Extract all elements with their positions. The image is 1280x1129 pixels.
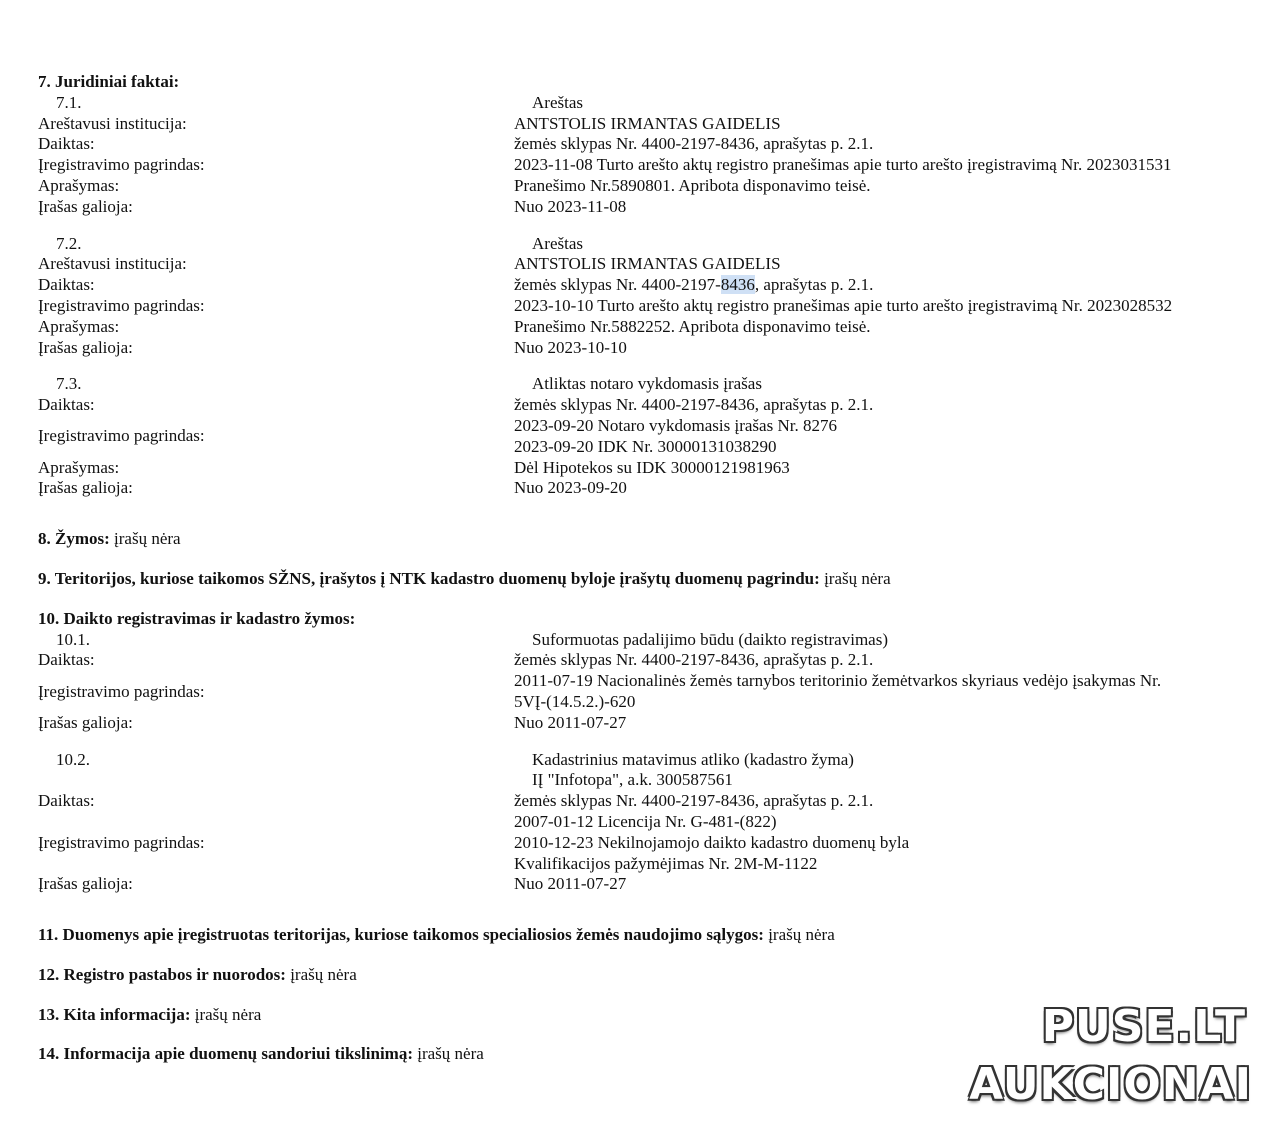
section-12-title bbox=[38, 965, 1253, 986]
field-value: Nuo 2023-11-08 bbox=[514, 196, 627, 216]
watermark-line-2: AUKCIONAI bbox=[969, 1059, 1252, 1110]
field-label: Daiktas: bbox=[38, 275, 95, 295]
field-label: Areštavusi institucija: bbox=[38, 254, 187, 274]
field-label: Daiktas: bbox=[38, 791, 95, 811]
entry-10-1 bbox=[38, 630, 1253, 734]
heading-text: 13. Kita informacija: bbox=[38, 1004, 191, 1024]
text-part: žemės sklypas Nr. 4400-2197- bbox=[514, 275, 721, 295]
heading-status: įrašų nėra bbox=[819, 568, 891, 588]
entry-10-2 bbox=[38, 750, 1253, 896]
field-value bbox=[514, 671, 1253, 713]
field-label: Areštavusi institucija: bbox=[38, 113, 187, 133]
entry-7-1 bbox=[38, 93, 1253, 218]
field-label: Aprašymas: bbox=[38, 316, 120, 336]
entry-number: 7.1. bbox=[56, 92, 82, 112]
entry-7-3 bbox=[38, 374, 1253, 499]
field-label: Įrašas galioja: bbox=[38, 478, 133, 498]
entry-number: 7.3. bbox=[56, 374, 82, 394]
field-value: ANTSTOLIS IRMANTAS GAIDELIS bbox=[514, 254, 781, 274]
entry-number: 10.1. bbox=[56, 629, 90, 649]
field-value: ANTSTOLIS IRMANTAS GAIDELIS bbox=[514, 113, 781, 133]
field-label: Daiktas: bbox=[38, 650, 95, 670]
field-value: Dėl Hipotekos su IDK 30000121981963 bbox=[514, 457, 790, 477]
field-value: 2023-10-10 Turto arešto aktų registro pranešimas apie turto arešto įregistravimą Nr. 2023028532 bbox=[514, 295, 1173, 315]
value-line: žemės sklypas Nr. 4400-2197-8436, aprašytas p. 2.1. bbox=[514, 791, 874, 811]
entry-type: Atliktas notaro vykdomasis įrašas bbox=[532, 374, 762, 394]
field-label: Įrašas galioja: bbox=[38, 712, 133, 732]
field-label: Įrašas galioja: bbox=[38, 196, 133, 216]
field-value bbox=[514, 791, 1253, 833]
field-value: žemės sklypas Nr. 4400-2197-8436, aprašytas p. 2.1. bbox=[514, 650, 874, 670]
field-value bbox=[514, 275, 1253, 296]
heading-status: įrašų nėra bbox=[285, 964, 357, 984]
heading-text: 12. Registro pastabos ir nuorodos: bbox=[38, 964, 286, 984]
field-value: žemės sklypas Nr. 4400-2197-8436, aprašytas p. 2.1. bbox=[514, 134, 874, 154]
section-8-title bbox=[38, 529, 1253, 550]
entry-number: 7.2. bbox=[56, 233, 82, 253]
field-label: Įrašas galioja: bbox=[38, 337, 133, 357]
heading-status: įrašų nėra bbox=[109, 529, 181, 549]
field-value: Nuo 2011-07-27 bbox=[514, 712, 627, 732]
field-label: Įrašas galioja: bbox=[38, 874, 133, 894]
field-value bbox=[514, 416, 1253, 458]
entry-7-2 bbox=[38, 234, 1253, 359]
field-value: Nuo 2023-09-20 bbox=[514, 478, 627, 498]
field-label: Daiktas: bbox=[38, 395, 95, 415]
field-value: Nuo 2023-10-10 bbox=[514, 337, 627, 357]
heading-status: įrašų nėra bbox=[190, 1004, 262, 1024]
field-value: Pranešimo Nr.5890801. Apribota disponavimo teisė. bbox=[514, 175, 871, 195]
value-line: 2011-07-19 Nacionalinės žemės tarnybos teritorinio žemėtvarkos skyriaus vedėjo įsakymas Nr. bbox=[514, 671, 1162, 691]
field-value: 2023-11-08 Turto arešto aktų registro pranešimas apie turto arešto įregistravimą Nr. 2023031531 bbox=[514, 155, 1172, 175]
field-label: Įregistravimo pagrindas: bbox=[38, 295, 205, 315]
field-label: Įregistravimo pagrindas: bbox=[38, 426, 205, 446]
text-part: , aprašytas p. 2.1. bbox=[754, 275, 874, 295]
heading-text: 11. Duomenys apie įregistruotas teritorijas, kuriose taikomos specialiosios žemės naudojimo sąlygos: bbox=[38, 925, 764, 945]
value-line: 2007-01-12 Licencija Nr. G-481-(822) bbox=[514, 811, 777, 831]
value-line: 2023-09-20 Notaro vykdomasis įrašas Nr. 8276 bbox=[514, 415, 837, 435]
field-label: Aprašymas: bbox=[38, 457, 120, 477]
field-label: Įregistravimo pagrindas: bbox=[38, 155, 205, 175]
heading-text: 9. Teritorijos, kuriose taikomos SŽNS, įrašytos į NTK kadastro duomenų byloje įrašytų duomenų pagrindu: bbox=[38, 568, 820, 588]
field-label: Aprašymas: bbox=[38, 175, 120, 195]
heading-status: įrašų nėra bbox=[413, 1044, 484, 1064]
heading-text: 14. Informacija apie duomenų sandoriui tikslinimą: bbox=[38, 1044, 413, 1064]
value-line: 2010-12-23 Nekilnojamojo daikto kadastro duomenų byla bbox=[514, 832, 910, 852]
entry-type: Suformuotas padalijimo būdu (daikto registravimas) bbox=[532, 629, 888, 649]
section-10-title: 10. Daikto registravimas ir kadastro žymos: bbox=[38, 608, 356, 628]
document-page bbox=[38, 72, 1253, 1084]
field-value: Nuo 2011-07-27 bbox=[514, 874, 627, 894]
value-line: IĮ "Infotopa", a.k. 300587561 bbox=[532, 770, 733, 790]
entry-type: Areštas bbox=[532, 92, 583, 112]
section-11-title bbox=[38, 925, 1253, 946]
highlighted-text[interactable]: 8436 bbox=[720, 275, 755, 295]
entry-type bbox=[532, 750, 1253, 792]
field-label: Įregistravimo pagrindas: bbox=[38, 681, 205, 701]
value-line: 5VĮ-(14.5.2.)-620 bbox=[514, 691, 636, 711]
heading-text: 8. Žymos: bbox=[38, 529, 110, 549]
field-label: Daiktas: bbox=[38, 134, 95, 154]
watermark-line-1: PUSE.LT bbox=[1041, 1001, 1246, 1052]
entry-type: Areštas bbox=[532, 233, 583, 253]
field-value: Pranešimo Nr.5882252. Apribota disponavimo teisė. bbox=[514, 316, 871, 336]
value-line: Kvalifikacijos pažymėjimas Nr. 2M-M-1122 bbox=[514, 853, 818, 873]
value-line: Kadastrinius matavimus atliko (kadastro žyma) bbox=[532, 749, 854, 769]
entry-number: 10.2. bbox=[56, 749, 90, 769]
field-label: Įregistravimo pagrindas: bbox=[38, 832, 205, 852]
value-line: 2023-09-20 IDK Nr. 30000131038290 bbox=[514, 436, 777, 456]
heading-status: įrašų nėra bbox=[763, 925, 835, 945]
field-value: žemės sklypas Nr. 4400-2197-8436, aprašytas p. 2.1. bbox=[514, 395, 874, 415]
section-9-title bbox=[38, 569, 1253, 590]
field-value bbox=[514, 833, 1253, 875]
section-7-title: 7. Juridiniai faktai: bbox=[38, 72, 180, 91]
